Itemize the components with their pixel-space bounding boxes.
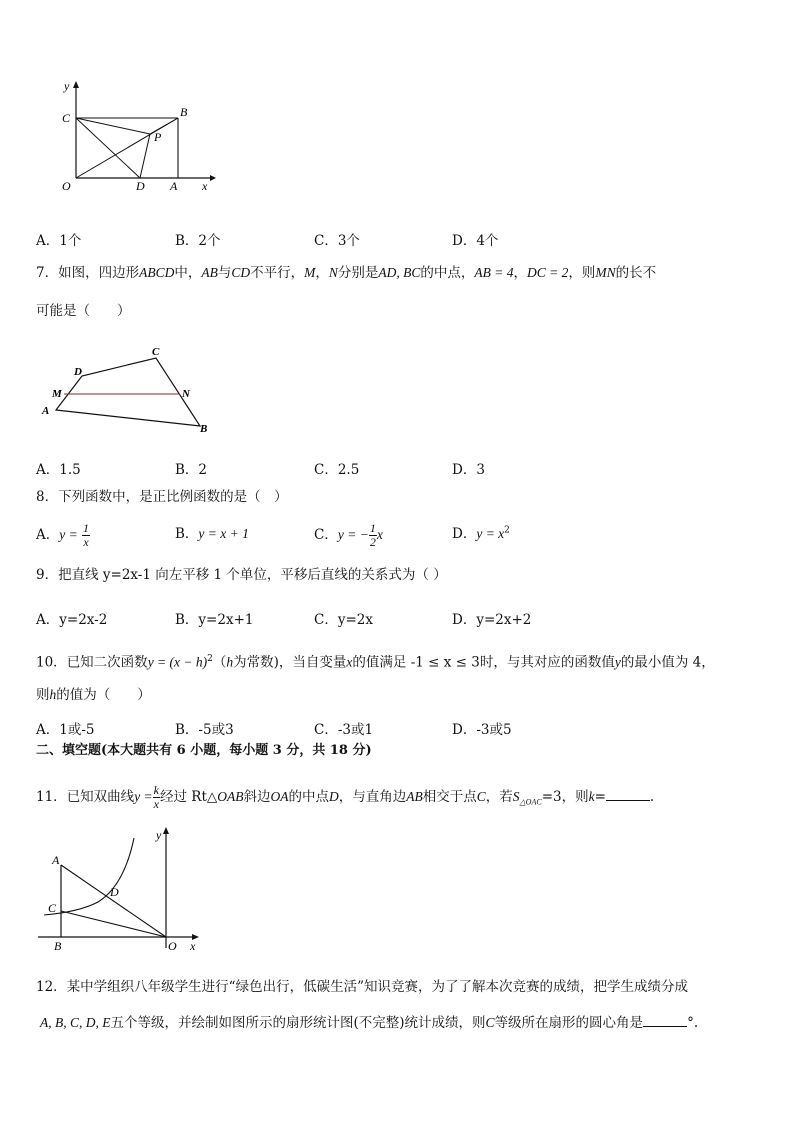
label-a: A [52,853,60,867]
figure-q7-quadrilateral [34,342,224,437]
q7-option-b[interactable]: B．2 [175,462,208,478]
label-p: P [154,130,162,144]
q7-stem-line2: 可能是（ ） [36,303,131,319]
label-o: O [62,179,71,193]
q7-stem-line1: 7．如图，四边形ABCD中，AB与CD不平行，M，N分别是AD, BC的中点，AB = 4，DC = 2，则MN的长不 [36,265,657,281]
label-a: A [42,405,50,417]
q11-stem: 11．已知双曲线y = $\frac{k}{x}$ 经过 Rt△OAB斜边OA的中点D，与直角边AB相交于点C，若$S_{\triangle OAC}=3$，则k= . [36,783,655,811]
q11-answer-blank[interactable] [606,788,650,801]
label-a: A [170,179,178,193]
figure-q6-rectangle [30,78,220,198]
label-d: D [110,885,119,899]
label-x: x [202,179,208,193]
q7-option-a[interactable]: A．1.5 [36,462,81,478]
q12-stem-line1: 12．某中学组织八年级学生进行“绿色出行，低碳生活”知识竞赛，为了了解本次竞赛的成绩，把学生成绩分成 [36,979,688,995]
q10-stem-line1: 10．已知二次函数$y = (x - h)^2(h$为常数)，当自变量x的值满足 -1 ≤ x ≤ 3时，与其对应的函数值y的最小值为 4， [36,654,715,671]
label-c: C [48,901,57,915]
q10-stem-line2: 则h的值为（ ） [36,687,151,703]
q10-option-b[interactable]: B．-5或3 [175,722,234,738]
q6-option-d[interactable]: D．4个 [452,233,499,249]
q9-option-d[interactable]: D．y=2x+2 [452,612,532,628]
q6-option-c[interactable]: C．3个 [314,233,360,249]
label-d: D [74,366,82,378]
label-d: D [136,179,145,193]
q8-stem: 8．下列函数中，是正比例函数的是（ ） [36,489,288,505]
q8-options [36,516,556,556]
label-c: C [62,111,71,125]
label-n: N [182,388,190,400]
figure-q11-hyperbola [34,824,214,954]
q10-option-d[interactable]: D．-3或5 [452,722,512,738]
label-b: B [180,105,188,119]
q9-option-a[interactable]: A．y=2x-2 [36,612,108,628]
label-x: x [190,939,196,953]
label-c: C [152,346,160,358]
label-b: B [200,423,208,435]
label-b: B [54,939,62,953]
q6-option-b[interactable]: B．2个 [175,233,221,249]
q8-option-b[interactable]: B．y = x + 1 [175,526,249,542]
q12-stem-line2: A, B, C, D, E五个等级，并绘制如图所示的扇形统计图(不完整)统计成绩，则C等级所在扇形的圆心角是 °. [40,1015,699,1031]
q8-option-c[interactable]: C．y = − $\frac{1}{2}$ x [314,521,383,549]
label-y: y [64,79,70,93]
label-y: y [156,828,162,842]
q9-option-c[interactable]: C．y=2x [314,612,373,628]
q6-option-a[interactable]: A．1个 [36,233,82,249]
label-m: M [52,388,62,400]
section-heading-fill-in: 二、填空题(本大题共有 6 小题，每小题 3 分，共 18 分) [36,743,372,758]
q8-option-a[interactable]: A．y = $\frac{1}{x}$ [36,521,90,549]
q10-option-c[interactable]: C．-3或1 [314,722,374,738]
q9-stem: 9．把直线 y=2x-1 向左平移 1 个单位，平移后直线的关系式为（ ） [36,567,447,583]
label-o: O [168,939,177,953]
q12-answer-blank[interactable] [643,1014,687,1027]
q8-option-d[interactable]: D．$y = x^2$ [452,525,510,542]
q10-option-a[interactable]: A．1或-5 [36,722,95,738]
q7-option-c[interactable]: C．2.5 [314,462,360,478]
q7-option-d[interactable]: D．3 [452,462,485,478]
q9-option-b[interactable]: B．y=2x+1 [175,612,254,628]
